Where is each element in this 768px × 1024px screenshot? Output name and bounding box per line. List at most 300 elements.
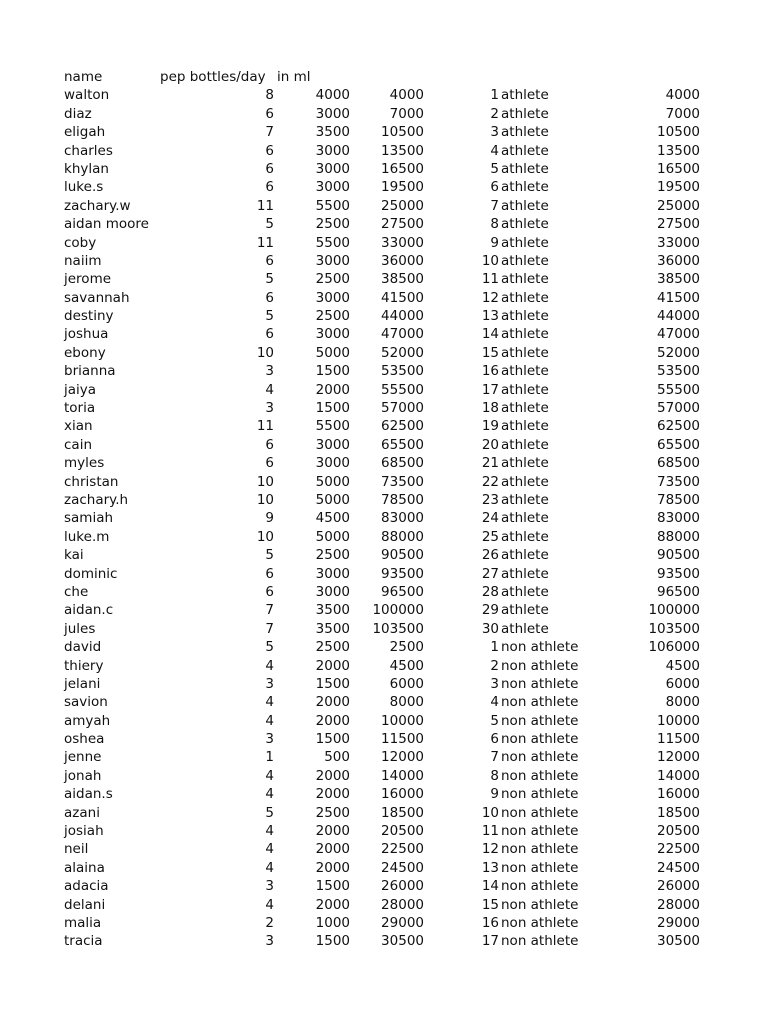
cumulative-cell: 55500 <box>381 381 424 398</box>
rank-cell: 29 <box>481 602 499 619</box>
group-total-cell: 7000 <box>665 105 700 122</box>
cumulative-cell: 12000 <box>381 749 424 766</box>
bottles-cell: 3 <box>265 675 274 692</box>
table-row <box>0 785 768 803</box>
rank-cell: 17 <box>481 933 499 950</box>
group-total-cell: 20500 <box>657 823 700 840</box>
rank-cell: 13 <box>481 308 499 325</box>
bottles-cell: 10 <box>256 344 274 361</box>
ml-cell: 3000 <box>315 142 350 159</box>
group-cell: athlete <box>501 160 549 177</box>
table-row <box>0 620 768 638</box>
cumulative-cell: 83000 <box>381 510 424 527</box>
name-cell: aidan.c <box>64 602 114 619</box>
table-row <box>0 528 768 546</box>
ml-cell: 5000 <box>315 528 350 545</box>
bottles-cell: 3 <box>265 363 274 380</box>
ml-cell: 3000 <box>315 160 350 177</box>
group-cell: athlete <box>501 234 549 251</box>
rank-cell: 21 <box>481 455 499 472</box>
name-cell: christan <box>64 473 119 490</box>
table-row <box>0 436 768 454</box>
cumulative-cell: 100000 <box>372 602 424 619</box>
group-cell: athlete <box>501 418 549 435</box>
cumulative-cell: 24500 <box>381 859 424 876</box>
group-total-cell: 55500 <box>657 381 700 398</box>
cumulative-cell: 65500 <box>381 436 424 453</box>
group-total-cell: 11500 <box>657 731 700 748</box>
group-total-cell: 44000 <box>657 308 700 325</box>
bottles-cell: 5 <box>265 639 274 656</box>
group-cell: athlete <box>501 528 549 545</box>
spreadsheet-page <box>0 68 768 951</box>
bottles-cell: 4 <box>265 841 274 858</box>
ml-cell: 2500 <box>315 547 350 564</box>
ml-cell: 3500 <box>315 602 350 619</box>
cumulative-cell: 4000 <box>389 87 424 104</box>
bottles-cell: 4 <box>265 381 274 398</box>
bottles-cell: 10 <box>256 491 274 508</box>
cumulative-cell: 33000 <box>381 234 424 251</box>
header-bottles-per-day: pep bottles/day <box>160 69 266 85</box>
rank-cell: 15 <box>481 896 499 913</box>
bottles-cell: 5 <box>265 308 274 325</box>
name-cell: ebony <box>64 344 106 361</box>
group-total-cell: 10500 <box>657 124 700 141</box>
name-cell: neil <box>64 841 89 858</box>
cumulative-cell: 10000 <box>381 712 424 729</box>
group-cell: non athlete <box>501 786 579 803</box>
table-row <box>0 877 768 895</box>
bottles-cell: 6 <box>265 583 274 600</box>
ml-cell: 3000 <box>315 436 350 453</box>
group-cell: non athlete <box>501 878 579 895</box>
group-total-cell: 29000 <box>657 914 700 931</box>
bottles-cell: 1 <box>265 749 274 766</box>
group-cell: athlete <box>501 436 549 453</box>
name-cell: malia <box>64 914 102 931</box>
group-total-cell: 8000 <box>665 694 700 711</box>
cumulative-cell: 53500 <box>381 363 424 380</box>
ml-cell: 3000 <box>315 583 350 600</box>
name-cell: aidan.s <box>64 786 113 803</box>
table-row <box>0 160 768 178</box>
group-total-cell: 93500 <box>657 565 700 582</box>
ml-cell: 1500 <box>315 675 350 692</box>
group-cell: non athlete <box>501 804 579 821</box>
cumulative-cell: 6000 <box>389 675 424 692</box>
table-row <box>0 473 768 491</box>
group-total-cell: 28000 <box>657 896 700 913</box>
group-cell: athlete <box>501 620 549 637</box>
cumulative-cell: 29000 <box>381 914 424 931</box>
rank-cell: 10 <box>481 252 499 269</box>
rank-cell: 11 <box>481 271 499 288</box>
rank-cell: 28 <box>481 583 499 600</box>
name-cell: delani <box>64 896 106 913</box>
group-total-cell: 18500 <box>657 804 700 821</box>
group-cell: non athlete <box>501 896 579 913</box>
rank-cell: 17 <box>481 381 499 398</box>
group-total-cell: 26000 <box>657 878 700 895</box>
name-cell: charles <box>64 142 113 159</box>
group-total-cell: 90500 <box>657 547 700 564</box>
name-cell: destiny <box>64 308 114 325</box>
group-total-cell: 106000 <box>648 639 700 656</box>
ml-cell: 5000 <box>315 473 350 490</box>
bottles-cell: 6 <box>265 142 274 159</box>
group-cell: athlete <box>501 583 549 600</box>
name-cell: josiah <box>64 823 104 840</box>
ml-cell: 5500 <box>315 418 350 435</box>
cumulative-cell: 30500 <box>381 933 424 950</box>
table-row <box>0 748 768 766</box>
group-total-cell: 38500 <box>657 271 700 288</box>
name-cell: kai <box>64 547 84 564</box>
group-cell: athlete <box>501 363 549 380</box>
group-cell: athlete <box>501 491 549 508</box>
cumulative-cell: 28000 <box>381 896 424 913</box>
group-cell: athlete <box>501 381 549 398</box>
group-total-cell: 10000 <box>657 712 700 729</box>
cumulative-cell: 47000 <box>381 326 424 343</box>
cumulative-cell: 73500 <box>381 473 424 490</box>
name-cell: thiery <box>64 657 104 674</box>
bottles-cell: 10 <box>256 473 274 490</box>
group-cell: non athlete <box>501 749 579 766</box>
rank-cell: 10 <box>481 804 499 821</box>
group-total-cell: 78500 <box>657 491 700 508</box>
bottles-cell: 7 <box>265 620 274 637</box>
name-cell: eligah <box>64 124 106 141</box>
bottles-cell: 6 <box>265 565 274 582</box>
table-row <box>0 491 768 509</box>
table-row <box>0 362 768 380</box>
bottles-cell: 7 <box>265 124 274 141</box>
group-total-cell: 68500 <box>657 455 700 472</box>
rank-cell: 18 <box>481 400 499 417</box>
ml-cell: 3000 <box>315 565 350 582</box>
cumulative-cell: 88000 <box>381 528 424 545</box>
group-cell: non athlete <box>501 767 579 784</box>
cumulative-cell: 57000 <box>381 400 424 417</box>
group-cell: athlete <box>501 565 549 582</box>
group-total-cell: 33000 <box>657 234 700 251</box>
cumulative-cell: 96500 <box>381 583 424 600</box>
name-cell: cain <box>64 436 93 453</box>
name-cell: azani <box>64 804 100 821</box>
group-total-cell: 30500 <box>657 933 700 950</box>
name-cell: brianna <box>64 363 116 380</box>
name-cell: zachary.h <box>64 491 129 508</box>
rank-cell: 23 <box>481 491 499 508</box>
rank-cell: 7 <box>490 197 499 214</box>
bottles-cell: 10 <box>256 528 274 545</box>
table-row <box>0 417 768 435</box>
data-rows <box>0 86 768 950</box>
group-total-cell: 25000 <box>657 197 700 214</box>
cumulative-cell: 90500 <box>381 547 424 564</box>
bottles-cell: 6 <box>265 252 274 269</box>
cumulative-cell: 8000 <box>389 694 424 711</box>
rank-cell: 3 <box>490 124 499 141</box>
ml-cell: 500 <box>324 749 350 766</box>
cumulative-cell: 41500 <box>381 289 424 306</box>
name-cell: che <box>64 583 89 600</box>
cumulative-cell: 38500 <box>381 271 424 288</box>
rank-cell: 2 <box>490 657 499 674</box>
bottles-cell: 4 <box>265 657 274 674</box>
group-total-cell: 88000 <box>657 528 700 545</box>
table-row <box>0 730 768 748</box>
cumulative-cell: 78500 <box>381 491 424 508</box>
group-cell: athlete <box>501 179 549 196</box>
group-cell: non athlete <box>501 657 579 674</box>
ml-cell: 2500 <box>315 308 350 325</box>
ml-cell: 1500 <box>315 731 350 748</box>
bottles-cell: 5 <box>265 216 274 233</box>
bottles-cell: 3 <box>265 878 274 895</box>
group-total-cell: 12000 <box>657 749 700 766</box>
rank-cell: 27 <box>481 565 499 582</box>
bottles-cell: 4 <box>265 823 274 840</box>
table-row <box>0 565 768 583</box>
rank-cell: 9 <box>490 786 499 803</box>
group-cell: athlete <box>501 197 549 214</box>
name-cell: aidan moore <box>64 216 149 233</box>
group-total-cell: 73500 <box>657 473 700 490</box>
ml-cell: 2500 <box>315 216 350 233</box>
cumulative-cell: 11500 <box>381 731 424 748</box>
bottles-cell: 11 <box>256 197 274 214</box>
rank-cell: 2 <box>490 105 499 122</box>
group-cell: athlete <box>501 344 549 361</box>
group-total-cell: 62500 <box>657 418 700 435</box>
name-cell: luke.s <box>64 179 104 196</box>
table-row <box>0 289 768 307</box>
table-row <box>0 822 768 840</box>
bottles-cell: 6 <box>265 179 274 196</box>
ml-cell: 2000 <box>315 859 350 876</box>
name-cell: jonah <box>64 767 102 784</box>
name-cell: diaz <box>64 105 92 122</box>
group-cell: athlete <box>501 326 549 343</box>
group-cell: non athlete <box>501 933 579 950</box>
ml-cell: 2500 <box>315 271 350 288</box>
rank-cell: 5 <box>490 160 499 177</box>
bottles-cell: 6 <box>265 326 274 343</box>
rank-cell: 14 <box>481 326 499 343</box>
table-row <box>0 840 768 858</box>
group-cell: athlete <box>501 473 549 490</box>
group-total-cell: 13500 <box>657 142 700 159</box>
group-cell: non athlete <box>501 859 579 876</box>
ml-cell: 3000 <box>315 105 350 122</box>
rank-cell: 14 <box>481 878 499 895</box>
cumulative-cell: 52000 <box>381 344 424 361</box>
group-cell: non athlete <box>501 712 579 729</box>
cumulative-cell: 68500 <box>381 455 424 472</box>
cumulative-cell: 19500 <box>381 179 424 196</box>
bottles-cell: 6 <box>265 455 274 472</box>
name-cell: jenne <box>64 749 102 766</box>
ml-cell: 5500 <box>315 197 350 214</box>
ml-cell: 3500 <box>315 124 350 141</box>
ml-cell: 2000 <box>315 786 350 803</box>
name-cell: savion <box>64 694 108 711</box>
name-cell: adacia <box>64 878 109 895</box>
cumulative-cell: 16000 <box>381 786 424 803</box>
group-total-cell: 57000 <box>657 400 700 417</box>
name-cell: oshea <box>64 731 105 748</box>
table-row <box>0 712 768 730</box>
bottles-cell: 4 <box>265 786 274 803</box>
group-cell: athlete <box>501 252 549 269</box>
group-cell: athlete <box>501 124 549 141</box>
table-row <box>0 234 768 252</box>
ml-cell: 1500 <box>315 933 350 950</box>
name-cell: myles <box>64 455 105 472</box>
table-row <box>0 693 768 711</box>
group-total-cell: 83000 <box>657 510 700 527</box>
table-row <box>0 178 768 196</box>
name-cell: savannah <box>64 289 130 306</box>
rank-cell: 11 <box>481 823 499 840</box>
group-cell: athlete <box>501 308 549 325</box>
cumulative-cell: 4500 <box>389 657 424 674</box>
name-cell: jaiya <box>64 381 97 398</box>
cumulative-cell: 14000 <box>381 767 424 784</box>
rank-cell: 16 <box>481 914 499 931</box>
ml-cell: 5500 <box>315 234 350 251</box>
rank-cell: 20 <box>481 436 499 453</box>
group-cell: athlete <box>501 455 549 472</box>
ml-cell: 2000 <box>315 823 350 840</box>
bottles-cell: 7 <box>265 602 274 619</box>
group-cell: athlete <box>501 105 549 122</box>
group-total-cell: 4500 <box>665 657 700 674</box>
group-cell: athlete <box>501 271 549 288</box>
table-row <box>0 270 768 288</box>
group-cell: athlete <box>501 216 549 233</box>
cumulative-cell: 93500 <box>381 565 424 582</box>
name-cell: amyah <box>64 712 111 729</box>
group-cell: non athlete <box>501 639 579 656</box>
group-total-cell: 14000 <box>657 767 700 784</box>
rank-cell: 8 <box>490 216 499 233</box>
rank-cell: 5 <box>490 712 499 729</box>
table-row <box>0 252 768 270</box>
table-row <box>0 325 768 343</box>
cumulative-cell: 2500 <box>389 639 424 656</box>
bottles-cell: 6 <box>265 436 274 453</box>
group-total-cell: 52000 <box>657 344 700 361</box>
name-cell: walton <box>64 87 110 104</box>
cumulative-cell: 7000 <box>389 105 424 122</box>
cumulative-cell: 44000 <box>381 308 424 325</box>
group-cell: athlete <box>501 142 549 159</box>
ml-cell: 2000 <box>315 657 350 674</box>
table-row <box>0 657 768 675</box>
ml-cell: 1500 <box>315 363 350 380</box>
rank-cell: 3 <box>490 675 499 692</box>
ml-cell: 2000 <box>315 896 350 913</box>
header-name: name <box>64 69 103 85</box>
ml-cell: 1000 <box>315 914 350 931</box>
rank-cell: 26 <box>481 547 499 564</box>
cumulative-cell: 16500 <box>381 160 424 177</box>
table-row <box>0 142 768 160</box>
group-cell: non athlete <box>501 841 579 858</box>
rank-cell: 7 <box>490 749 499 766</box>
ml-cell: 2500 <box>315 639 350 656</box>
group-cell: non athlete <box>501 675 579 692</box>
name-cell: joshua <box>64 326 109 343</box>
rank-cell: 22 <box>481 473 499 490</box>
ml-cell: 3000 <box>315 326 350 343</box>
cumulative-cell: 36000 <box>381 252 424 269</box>
bottles-cell: 5 <box>265 804 274 821</box>
group-total-cell: 16000 <box>657 786 700 803</box>
bottles-cell: 3 <box>265 731 274 748</box>
name-cell: jerome <box>64 271 112 288</box>
bottles-cell: 5 <box>265 547 274 564</box>
table-row <box>0 767 768 785</box>
table-row <box>0 307 768 325</box>
bottles-cell: 3 <box>265 933 274 950</box>
group-cell: non athlete <box>501 731 579 748</box>
cumulative-cell: 20500 <box>381 823 424 840</box>
table-row <box>0 638 768 656</box>
group-cell: athlete <box>501 547 549 564</box>
rank-cell: 30 <box>481 620 499 637</box>
group-total-cell: 47000 <box>657 326 700 343</box>
cumulative-cell: 103500 <box>372 620 424 637</box>
bottles-cell: 11 <box>256 234 274 251</box>
name-cell: dominic <box>64 565 118 582</box>
rank-cell: 12 <box>481 841 499 858</box>
cumulative-cell: 18500 <box>381 804 424 821</box>
name-cell: david <box>64 639 102 656</box>
bottles-cell: 4 <box>265 896 274 913</box>
name-cell: khylan <box>64 160 109 177</box>
ml-cell: 1500 <box>315 400 350 417</box>
ml-cell: 2000 <box>315 694 350 711</box>
table-row <box>0 509 768 527</box>
group-cell: non athlete <box>501 823 579 840</box>
ml-cell: 1500 <box>315 878 350 895</box>
ml-cell: 2000 <box>315 767 350 784</box>
ml-cell: 3500 <box>315 620 350 637</box>
group-total-cell: 96500 <box>657 583 700 600</box>
rank-cell: 15 <box>481 344 499 361</box>
group-total-cell: 22500 <box>657 841 700 858</box>
bottles-cell: 8 <box>265 87 274 104</box>
bottles-cell: 5 <box>265 271 274 288</box>
ml-cell: 5000 <box>315 491 350 508</box>
table-row <box>0 896 768 914</box>
table-row <box>0 123 768 141</box>
ml-cell: 4000 <box>315 87 350 104</box>
group-total-cell: 41500 <box>657 289 700 306</box>
table-row <box>0 86 768 104</box>
table-row <box>0 344 768 362</box>
table-row <box>0 601 768 619</box>
ml-cell: 2000 <box>315 381 350 398</box>
bottles-cell: 4 <box>265 859 274 876</box>
group-cell: non athlete <box>501 914 579 931</box>
rank-cell: 6 <box>490 179 499 196</box>
